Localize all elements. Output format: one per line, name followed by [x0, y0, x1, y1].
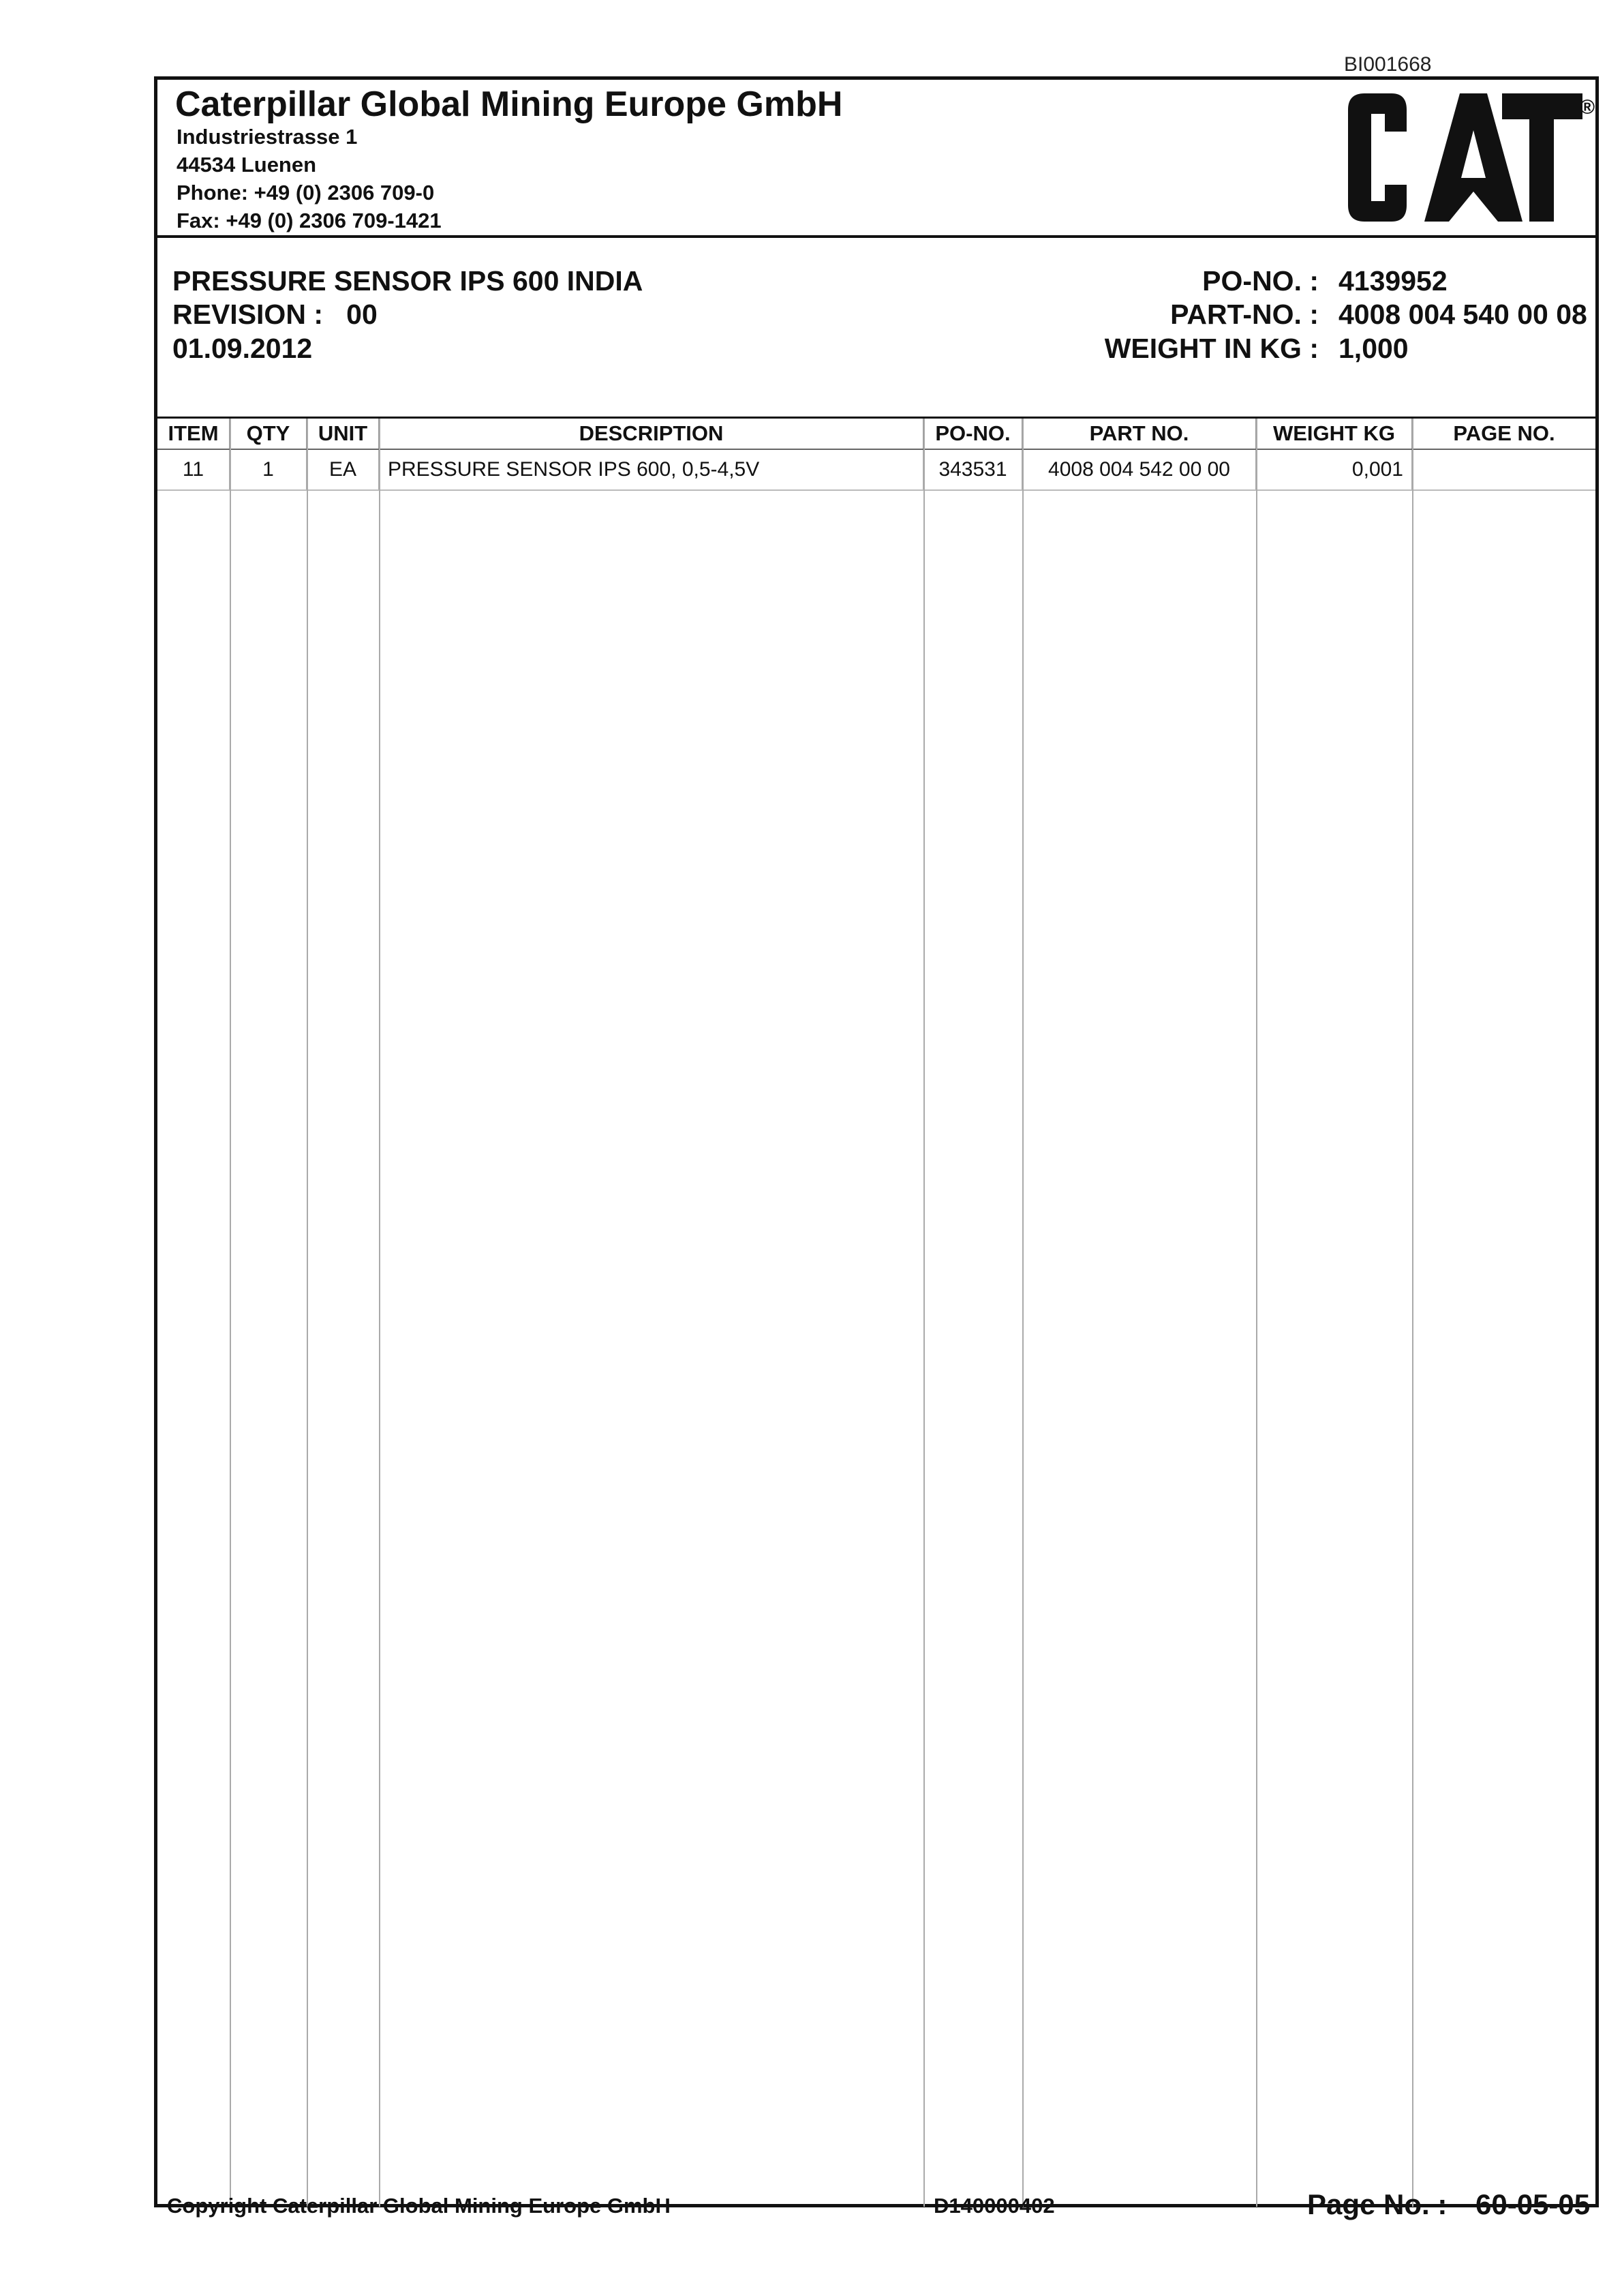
title-block	[157, 238, 1595, 418]
company-fax: Fax: +49 (0) 2306 709-1421	[177, 209, 442, 232]
column-header-unit: UNIT	[307, 419, 379, 449]
column-divider	[1022, 419, 1024, 2207]
table-row	[157, 449, 1595, 490]
registered-mark: ®	[1580, 96, 1595, 119]
table-header-row	[157, 419, 1595, 449]
company-street: Industriestrasse 1	[177, 125, 358, 149]
column-header-part-no: PART NO.	[1022, 419, 1256, 449]
column-header-weight: WEIGHT KG	[1256, 419, 1412, 449]
po-number-value: 4139952	[1338, 265, 1448, 297]
column-divider	[379, 419, 380, 2207]
weight-value: 1,000	[1338, 333, 1409, 364]
company-city: 44534 Luenen	[177, 153, 317, 177]
part-number-value: 4008 004 540 00 08	[1338, 299, 1587, 330]
revision-label	[172, 299, 378, 331]
page-frame	[154, 76, 1599, 2207]
column-divider	[307, 419, 308, 2207]
footer-document-number: D140000402	[934, 2194, 1055, 2218]
footer-page-label: Page No. :	[1307, 2188, 1448, 2220]
weight-label: WEIGHT IN KG :	[1104, 333, 1319, 364]
cell-unit: EA	[307, 449, 379, 490]
column-gridlines	[157, 419, 1595, 2207]
cell-qty: 1	[230, 449, 307, 490]
company-phone: Phone: +49 (0) 2306 709-0	[177, 181, 435, 205]
revision-value: 00	[346, 299, 378, 330]
column-header-po-no: PO-NO.	[923, 419, 1022, 449]
cell-description: PRESSURE SENSOR IPS 600, 0,5-4,5V	[379, 449, 923, 490]
cell-weight: 0,001	[1256, 449, 1412, 490]
cell-item: 11	[157, 449, 230, 490]
document-date: 01.09.2012	[172, 333, 313, 364]
footer-copyright: Copyright Caterpillar Global Mining Europe GmbH	[167, 2194, 671, 2218]
po-number-label: PO-NO. :	[1202, 265, 1319, 297]
revision-label-text: REVISION :	[172, 299, 323, 330]
parts-table-area	[157, 417, 1595, 2207]
column-divider	[1256, 419, 1257, 2207]
parts-table	[157, 419, 1595, 491]
column-divider	[1412, 419, 1413, 2207]
company-name: Caterpillar Global Mining Europe GmbH	[175, 85, 843, 124]
column-divider	[923, 419, 925, 2207]
part-number-label: PART-NO. :	[1170, 299, 1319, 330]
cell-page-no	[1412, 449, 1595, 490]
column-header-qty: QTY	[230, 419, 307, 449]
footer-page-number: 60-05-05	[1475, 2188, 1591, 2220]
column-header-page-no: PAGE NO.	[1412, 419, 1595, 449]
product-title: PRESSURE SENSOR IPS 600 INDIA	[172, 265, 643, 297]
column-header-item: ITEM	[157, 419, 230, 449]
document-id: BI001668	[1344, 53, 1432, 76]
company-header	[157, 80, 1595, 238]
cat-logo	[1344, 89, 1596, 226]
column-divider	[230, 419, 231, 2207]
cell-part-no: 4008 004 542 00 00	[1022, 449, 1256, 490]
column-header-description: DESCRIPTION	[379, 419, 923, 449]
cell-po-no: 343531	[923, 449, 1022, 490]
